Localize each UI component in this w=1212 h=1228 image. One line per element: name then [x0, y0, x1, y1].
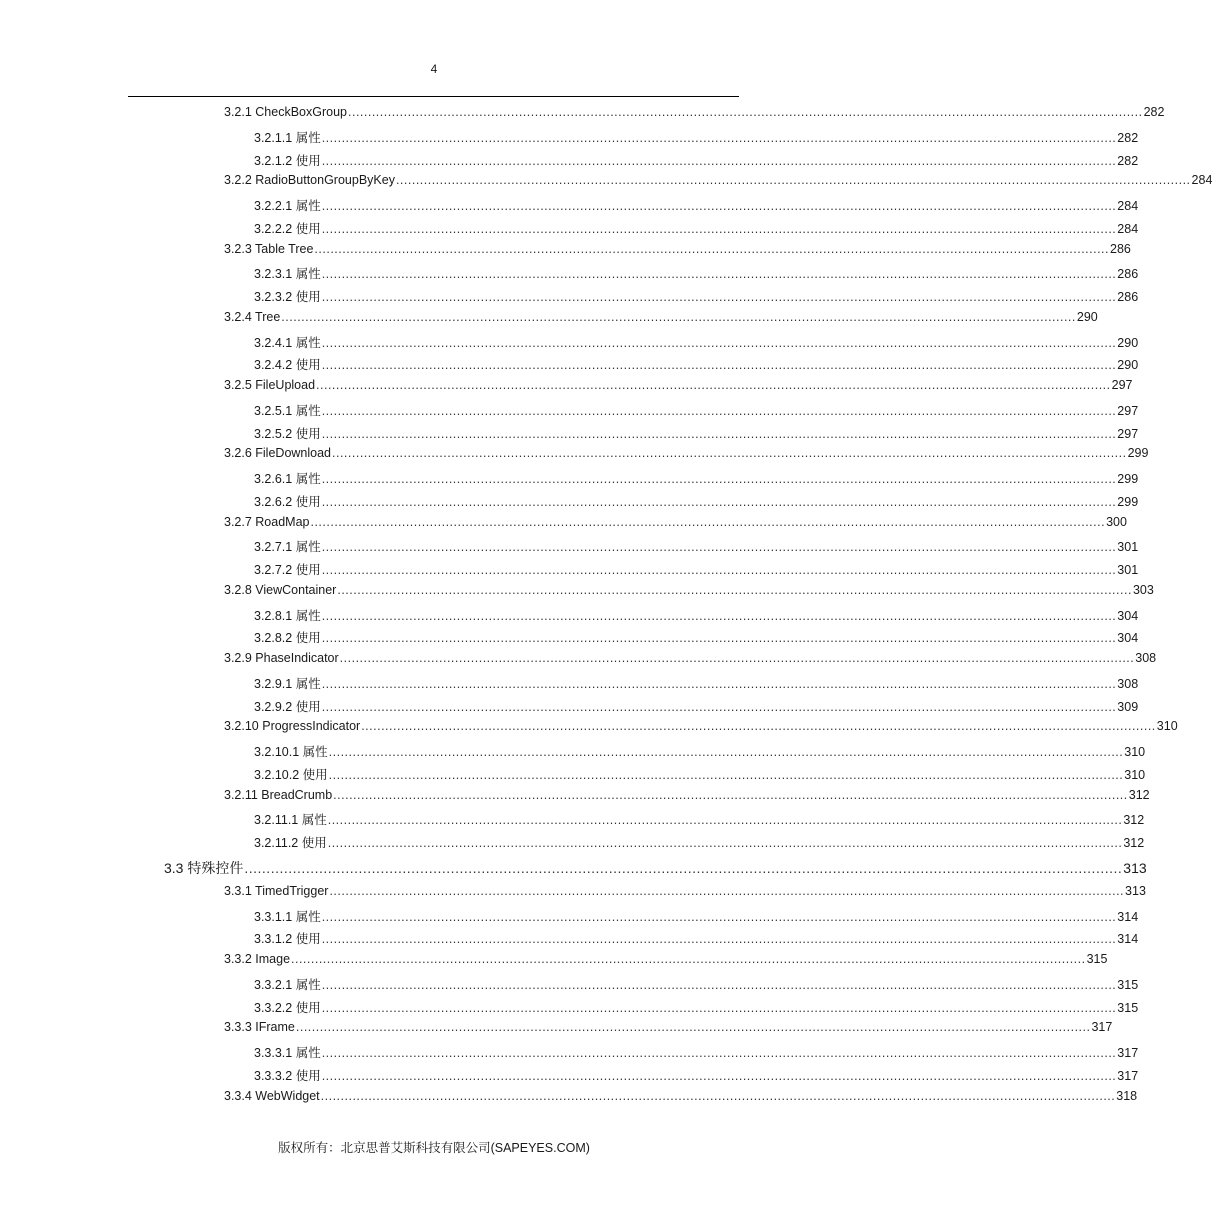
toc-entry-page: 312: [1128, 787, 1150, 802]
toc-entry-label: 3.2.11.2 使用: [254, 836, 327, 850]
toc-dot-leader: ........................................................................................................................................................................................................: [291, 952, 1086, 966]
toc-entry[interactable]: [254, 929, 1139, 951]
toc-entry-label: 3.3.1.2 使用: [254, 932, 321, 947]
toc-entry-label: 3.2.3.2 使用: [254, 290, 321, 304]
toc-entry-label: 3.2.5.1 属性: [254, 403, 321, 418]
toc-entry-page: 286: [1117, 290, 1139, 304]
toc-entry[interactable]: [224, 309, 1098, 332]
toc-entry-page: 309: [1117, 699, 1139, 714]
toc-entry-page: 318: [1116, 1088, 1138, 1103]
toc-entry[interactable]: [224, 105, 1165, 127]
toc-dot-leader: ........................................................................................................................................................................................................: [321, 472, 1117, 486]
toc-entry-page: 299: [1117, 472, 1139, 486]
toc-entry-page: 310: [1124, 745, 1146, 759]
toc-dot-leader: ........................................................................................................................................................................................................: [332, 446, 1127, 461]
toc-entry-label: 3.2.6 FileDownload: [224, 446, 332, 461]
toc-entry-page: 317: [1117, 1068, 1139, 1083]
toc-entry[interactable]: [254, 219, 1139, 241]
toc-dot-leader: ........................................................................................................................................................................................................: [321, 909, 1117, 924]
toc-entry-page: 310: [1124, 767, 1146, 782]
toc-entry[interactable]: [254, 401, 1139, 423]
toc-entry[interactable]: [224, 582, 1154, 605]
toc-dot-leader: ........................................................................................................................................................................................................: [321, 335, 1117, 350]
toc-dot-leader: ........................................................................................................................................................................................................: [329, 883, 1125, 898]
toc-dot-leader: ........................................................................................................................................................................................................: [328, 745, 1124, 759]
toc-entry-page: 299: [1127, 446, 1149, 461]
toc-dot-leader: ........................................................................................................................................................................................................: [327, 836, 1123, 850]
toc-entry[interactable]: [254, 606, 1139, 628]
toc-entry-page: 313: [1125, 883, 1146, 898]
toc-dot-leader: ........................................................................................................................................................................................................: [321, 676, 1117, 691]
toc-dot-leader: ........................................................................................................................................................................................................: [395, 173, 1191, 188]
toc-entry[interactable]: [224, 1088, 1138, 1111]
toc-entry-label: 3.2.11 BreadCrumb: [224, 787, 333, 802]
toc-entry-page: 308: [1117, 676, 1139, 691]
toc-dot-leader: ........................................................................................................................................................................................................: [333, 787, 1128, 802]
toc-dot-leader: ........................................................................................................................................................................................................: [348, 105, 1143, 119]
toc-entry-label: 3.2.4 Tree: [224, 309, 281, 324]
toc-entry-label: 3.2.6.2 使用: [254, 494, 321, 509]
toc-entry-label: 3.3 特殊控件: [164, 859, 244, 876]
toc-entry-label: 3.3.1.1 属性: [254, 909, 321, 924]
toc-entry[interactable]: [254, 560, 1139, 582]
toc-entry[interactable]: [254, 810, 1145, 832]
toc-dot-leader: ........................................................................................................................................................................................................: [321, 267, 1117, 282]
toc-entry[interactable]: [224, 514, 1127, 537]
toc-entry-page: 297: [1117, 426, 1139, 441]
page-number: 4: [430, 62, 438, 76]
toc-entry[interactable]: [254, 128, 1139, 150]
toc-entry-label: 3.2.6.1 属性: [254, 472, 321, 486]
toc-entry[interactable]: [254, 1043, 1139, 1065]
toc-entry-page: 282: [1117, 130, 1139, 145]
toc-dot-leader: ........................................................................................................................................................................................................: [321, 130, 1117, 145]
toc-dot-leader: ........................................................................................................................................................................................................: [321, 1000, 1117, 1015]
toc-entry-label: 3.2.10.1 属性: [254, 745, 328, 759]
toc-entry-page: 317: [1091, 1020, 1113, 1035]
toc-dot-leader: ........................................................................................................................................................................................................: [321, 494, 1117, 509]
toc-entry[interactable]: [254, 537, 1139, 559]
toc-entry-label: 3.2.9.1 属性: [254, 676, 321, 691]
toc-entry-page: 313: [1123, 859, 1147, 876]
toc-entry-label: 3.2.10 ProgressIndicator: [224, 719, 361, 734]
toc-entry-page: 297: [1117, 403, 1139, 418]
toc-dot-leader: ........................................................................................................................................................................................................: [327, 813, 1123, 828]
toc-entry-page: 315: [1086, 952, 1108, 966]
toc-entry[interactable]: [254, 697, 1139, 719]
toc-entry-label: 3.3.3 IFrame: [224, 1020, 295, 1035]
toc-entry-label: 3.2.4.1 属性: [254, 335, 321, 350]
toc-dot-leader: ........................................................................................................................................................................................................: [314, 241, 1110, 256]
toc-entry-label: 3.2.4.2 使用: [254, 358, 321, 373]
toc-entry-label: 3.3.2.1 属性: [254, 977, 321, 992]
toc-entry-page: 286: [1110, 241, 1131, 256]
toc-entry[interactable]: [224, 719, 1178, 741]
toc-dot-leader: ........................................................................................................................................................................................................: [320, 1088, 1116, 1103]
toc-entry-label: 3.2.9.2 使用: [254, 699, 321, 714]
toc-dot-leader: ........................................................................................................................................................................................................: [361, 719, 1156, 734]
toc-entry-label: 3.2.2.2 使用: [254, 221, 321, 236]
toc-entry-page: 290: [1117, 335, 1139, 350]
toc-dot-leader: ........................................................................................................................................................................................................: [321, 932, 1117, 947]
toc-entry[interactable]: [254, 765, 1146, 787]
toc-entry-label: 3.2.3.1 属性: [254, 267, 321, 282]
toc-entry[interactable]: [254, 151, 1139, 173]
toc-entry-label: 3.2.10.2 使用: [254, 767, 328, 782]
toc-entry-page: 301: [1117, 563, 1139, 577]
toc-dot-leader: ........................................................................................................................................................................................................: [316, 378, 1111, 392]
toc-entry[interactable]: [254, 833, 1145, 855]
toc-entry-page: 308: [1135, 651, 1157, 665]
toc-entry-label: 3.2.2 RadioButtonGroupByKey: [224, 173, 395, 188]
toc-entry-label: 3.3.2.2 使用: [254, 1000, 321, 1015]
toc-entry[interactable]: [254, 674, 1139, 696]
toc-entry[interactable]: [254, 907, 1139, 929]
toc-entry[interactable]: [254, 355, 1139, 377]
toc-entry-page: 299: [1117, 494, 1139, 509]
toc-dot-leader: ........................................................................................................................................................................................................: [321, 199, 1117, 213]
toc-entry-page: 282: [1117, 153, 1139, 168]
toc-entry[interactable]: [254, 264, 1139, 286]
toc-dot-leader: ........................................................................................................................................................................................................: [321, 608, 1117, 623]
toc-entry-label: 3.2.5 FileUpload: [224, 378, 316, 392]
toc-entry-page: 304: [1117, 608, 1139, 623]
toc-entry-page: 310: [1156, 719, 1178, 734]
toc-entry[interactable]: [164, 858, 1147, 882]
toc-entry-label: 3.2.1.2 使用: [254, 153, 321, 168]
toc-entry[interactable]: [254, 742, 1146, 764]
toc-entry-label: 3.2.11.1 属性: [254, 813, 327, 828]
toc-entry-page: 286: [1117, 267, 1139, 282]
toc-entry-label: 3.3.3.2 使用: [254, 1068, 321, 1083]
toc-entry[interactable]: [254, 469, 1139, 491]
toc-entry-label: 3.2.3 Table Tree: [224, 241, 314, 256]
toc-dot-leader: ........................................................................................................................................................................................................: [281, 309, 1076, 324]
toc-entry[interactable]: [224, 173, 1212, 195]
toc-entry-label: 3.2.1 CheckBoxGroup: [224, 105, 347, 119]
toc-entry-page: 304: [1117, 631, 1139, 646]
toc-entry[interactable]: [254, 1066, 1139, 1088]
toc-entry-page: 303: [1132, 582, 1154, 597]
toc-dot-leader: ........................................................................................................................................................................................................: [321, 540, 1117, 555]
toc-dot-leader: ........................................................................................................................................................................................................: [321, 1068, 1117, 1083]
toc-entry-page: 297: [1111, 378, 1133, 392]
toc-entry-label: 3.3.2 Image: [224, 952, 291, 966]
toc-entry[interactable]: [224, 787, 1150, 810]
toc-entry-label: 3.2.7.1 属性: [254, 540, 321, 555]
toc-dot-leader: ........................................................................................................................................................................................................: [321, 1046, 1117, 1060]
toc-entry[interactable]: [224, 1020, 1113, 1042]
toc-dot-leader: ........................................................................................................................................................................................................: [321, 977, 1117, 992]
toc-entry-page: 317: [1117, 1046, 1139, 1060]
toc-entry-page: 314: [1117, 932, 1139, 947]
toc-dot-leader: ........................................................................................................................................................................................................: [321, 290, 1117, 304]
toc-dot-leader: ........................................................................................................................................................................................................: [295, 1020, 1091, 1035]
toc-entry-label: 3.2.7.2 使用: [254, 563, 321, 577]
toc-dot-leader: ........................................................................................................................................................................................................: [244, 859, 1123, 876]
toc-entry[interactable]: [254, 287, 1139, 309]
toc-dot-leader: ........................................................................................................................................................................................................: [337, 582, 1132, 597]
footer-copyright: 版权所有：北京思普艾斯科技有限公司(SAPEYES.COM): [278, 1141, 590, 1155]
toc-entry[interactable]: [224, 651, 1157, 673]
toc-entry[interactable]: [254, 628, 1139, 650]
toc-entry-page: 315: [1117, 1000, 1139, 1015]
toc-dot-leader: ........................................................................................................................................................................................................: [321, 403, 1117, 418]
toc-entry-page: 290: [1117, 358, 1139, 373]
toc-entry-page: 284: [1191, 173, 1212, 188]
toc-entry-label: 3.3.1 TimedTrigger: [224, 883, 329, 898]
toc-dot-leader: ........................................................................................................................................................................................................: [339, 651, 1135, 665]
toc-entry[interactable]: [224, 446, 1149, 468]
toc-entry-page: 312: [1123, 813, 1145, 828]
toc-entry-label: 3.2.1.1 属性: [254, 130, 321, 145]
toc-entry[interactable]: [224, 241, 1131, 264]
toc-entry-page: 290: [1076, 309, 1098, 324]
toc-dot-leader: ........................................................................................................................................................................................................: [321, 153, 1117, 168]
toc-entry[interactable]: [254, 492, 1139, 514]
header-rule: [128, 96, 739, 97]
toc-dot-leader: ........................................................................................................................................................................................................: [321, 221, 1117, 236]
toc-entry[interactable]: [224, 952, 1108, 974]
toc-entry-page: 284: [1117, 221, 1139, 236]
toc-entry-page: 301: [1117, 540, 1139, 555]
toc-dot-leader: ........................................................................................................................................................................................................: [321, 631, 1117, 646]
toc-entry[interactable]: [254, 424, 1139, 446]
toc-entry-page: 282: [1143, 105, 1165, 119]
toc-entry-label: 3.3.4 WebWidget: [224, 1088, 320, 1103]
toc-dot-leader: ........................................................................................................................................................................................................: [321, 699, 1117, 714]
toc-entry[interactable]: [254, 998, 1139, 1020]
toc-entry-label: 3.2.8.1 属性: [254, 608, 321, 623]
toc-entry-page: 284: [1117, 199, 1139, 213]
toc-entry[interactable]: [224, 883, 1146, 906]
toc-entry-page: 300: [1106, 514, 1127, 529]
toc-entry-label: 3.2.2.1 属性: [254, 199, 321, 213]
toc-dot-leader: ........................................................................................................................................................................................................: [321, 563, 1117, 577]
toc-entry-label: 3.2.8.2 使用: [254, 631, 321, 646]
toc-entry[interactable]: [224, 378, 1133, 400]
toc-entry[interactable]: [254, 975, 1139, 997]
toc-entry-label: 3.2.5.2 使用: [254, 426, 321, 441]
toc-entry-page: 315: [1117, 977, 1139, 992]
toc-entry-label: 3.3.3.1 属性: [254, 1046, 321, 1060]
toc-dot-leader: ........................................................................................................................................................................................................: [321, 426, 1117, 441]
toc-entry-label: 3.2.8 ViewContainer: [224, 582, 337, 597]
toc-entry[interactable]: [254, 196, 1139, 218]
toc-entry[interactable]: [254, 333, 1139, 355]
toc-entry-page: 314: [1117, 909, 1139, 924]
toc-dot-leader: ........................................................................................................................................................................................................: [310, 514, 1106, 529]
toc-entry-label: 3.2.9 PhaseIndicator: [224, 651, 339, 665]
toc-dot-leader: ........................................................................................................................................................................................................: [321, 358, 1117, 373]
toc-entry-page: 312: [1123, 836, 1145, 850]
toc-entry-label: 3.2.7 RoadMap: [224, 514, 310, 529]
toc-dot-leader: ........................................................................................................................................................................................................: [328, 767, 1124, 782]
